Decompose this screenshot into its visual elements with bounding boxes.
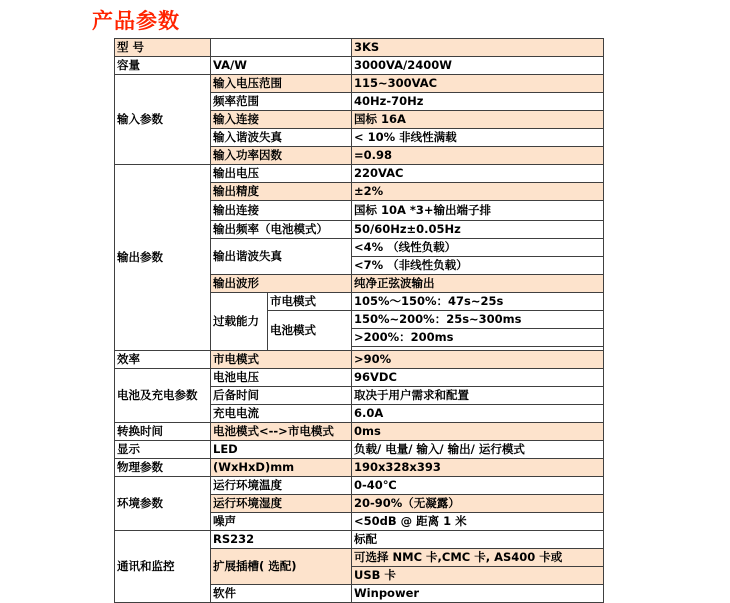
backup-time-label: 后备时间 [211,387,352,405]
input-voltage-value: 115~300VAC [352,75,604,93]
env-temp-label: 运行环境温度 [211,477,352,495]
capacity-label: 容量 [115,57,211,75]
output-accuracy-label: 输出精度 [211,183,352,201]
physical-dims-label: (WxHxD)mm [211,459,352,477]
transfer-mode: 电池模式<-->市电模式 [211,423,352,441]
env-temp-value: 0-40℃ [352,477,604,495]
table-row [115,57,604,75]
rs232-label: RS232 [211,531,352,549]
display-label: 显示 [115,441,211,459]
software-value: Winpower [352,585,604,603]
input-pf-label: 输入功率因数 [211,147,352,165]
efficiency-value: >90% [352,351,604,369]
backup-time-value: 取决于用户需求和配置 [352,387,604,405]
overload-value-3: >200%：200ms [352,329,604,347]
comm-section-label: 通讯和监控 [115,531,211,603]
display-value: 负载/ 电量/ 输入/ 输出/ 运行模式 [352,441,604,459]
physical-label: 物理参数 [115,459,211,477]
output-accuracy-value: ±2% [352,183,604,201]
noise-value: <50dB @ 距离 1 米 [352,513,604,531]
table-row [115,75,604,93]
env-humidity-label: 运行环境湿度 [211,495,352,513]
table-row [115,369,604,387]
waveform-label: 输出波形 [211,275,352,293]
efficiency-label: 效率 [115,351,211,369]
spec-table [114,38,604,603]
slot-value-2: USB 卡 [352,567,604,585]
battery-voltage-value: 96VDC [352,369,604,387]
input-section-label: 输入参数 [115,75,211,165]
battery-voltage-label: 电池电压 [211,369,352,387]
table-row [115,459,604,477]
model-value: 3KS [352,39,604,57]
input-thd-label: 输入谐波失真 [211,129,352,147]
overload-battery-mode: 电池模式 [268,311,352,351]
charge-current-label: 充电电流 [211,405,352,423]
noise-label: 噪声 [211,513,352,531]
battery-section-label: 电池及充电参数 [115,369,211,423]
efficiency-mode: 市电模式 [211,351,352,369]
input-pf-value: =0.98 [352,147,604,165]
output-freq-value: 50/60Hz±0.05Hz [352,221,604,239]
table-row [115,165,604,183]
physical-dims-value: 190x328x393 [352,459,604,477]
freq-range-label: 频率范围 [211,93,352,111]
table-row [115,351,604,369]
overload-label: 过载能力 [211,293,268,351]
page-title: 产品参数 [92,9,180,33]
output-thd-value-nonlinear: <7% （非线性负载） [352,257,604,275]
env-section-label: 环境参数 [115,477,211,531]
output-conn-label: 输出连接 [211,201,352,221]
input-conn-value: 国标 16A [352,111,604,129]
output-conn-value: 国标 10A *3+输出端子排 [352,201,604,221]
input-thd-value: < 10% 非线性满载 [352,129,604,147]
table-row [115,39,604,57]
display-type: LED [211,441,352,459]
output-voltage-value: 220VAC [352,165,604,183]
table-row [115,441,604,459]
software-label: 软件 [211,585,352,603]
rs232-value: 标配 [352,531,604,549]
output-thd-value-linear: <4% （线性负载） [352,239,604,257]
table-row [115,531,604,549]
output-freq-label: 输出频率（电池模式） [211,221,352,239]
input-conn-label: 输入连接 [211,111,352,129]
capacity-value: 3000VA/2400W [352,57,604,75]
overload-value-2: 150%~200%：25s~300ms [352,311,604,329]
model-empty-cell [211,39,352,57]
charge-current-value: 6.0A [352,405,604,423]
freq-range-value: 40Hz-70Hz [352,93,604,111]
table-row [115,423,604,441]
overload-mains-mode: 市电模式 [268,293,352,311]
input-voltage-label: 输入电压范围 [211,75,352,93]
table-row [115,477,604,495]
waveform-value: 纯净正弦波输出 [352,275,604,293]
transfer-label: 转换时间 [115,423,211,441]
output-voltage-label: 输出电压 [211,165,352,183]
output-thd-label: 输出谐波失真 [211,239,352,275]
capacity-unit: VA/W [211,57,352,75]
slot-label: 扩展插槽( 选配) [211,549,352,585]
env-humidity-value: 20-90%（无凝露） [352,495,604,513]
transfer-value: 0ms [352,423,604,441]
model-label: 型 号 [115,39,211,57]
slot-value-1: 可选择 NMC 卡,CMC 卡, AS400 卡或 [352,549,604,567]
output-section-label: 输出参数 [115,165,211,351]
overload-value-1: 105%～150%：47s~25s [352,293,604,311]
